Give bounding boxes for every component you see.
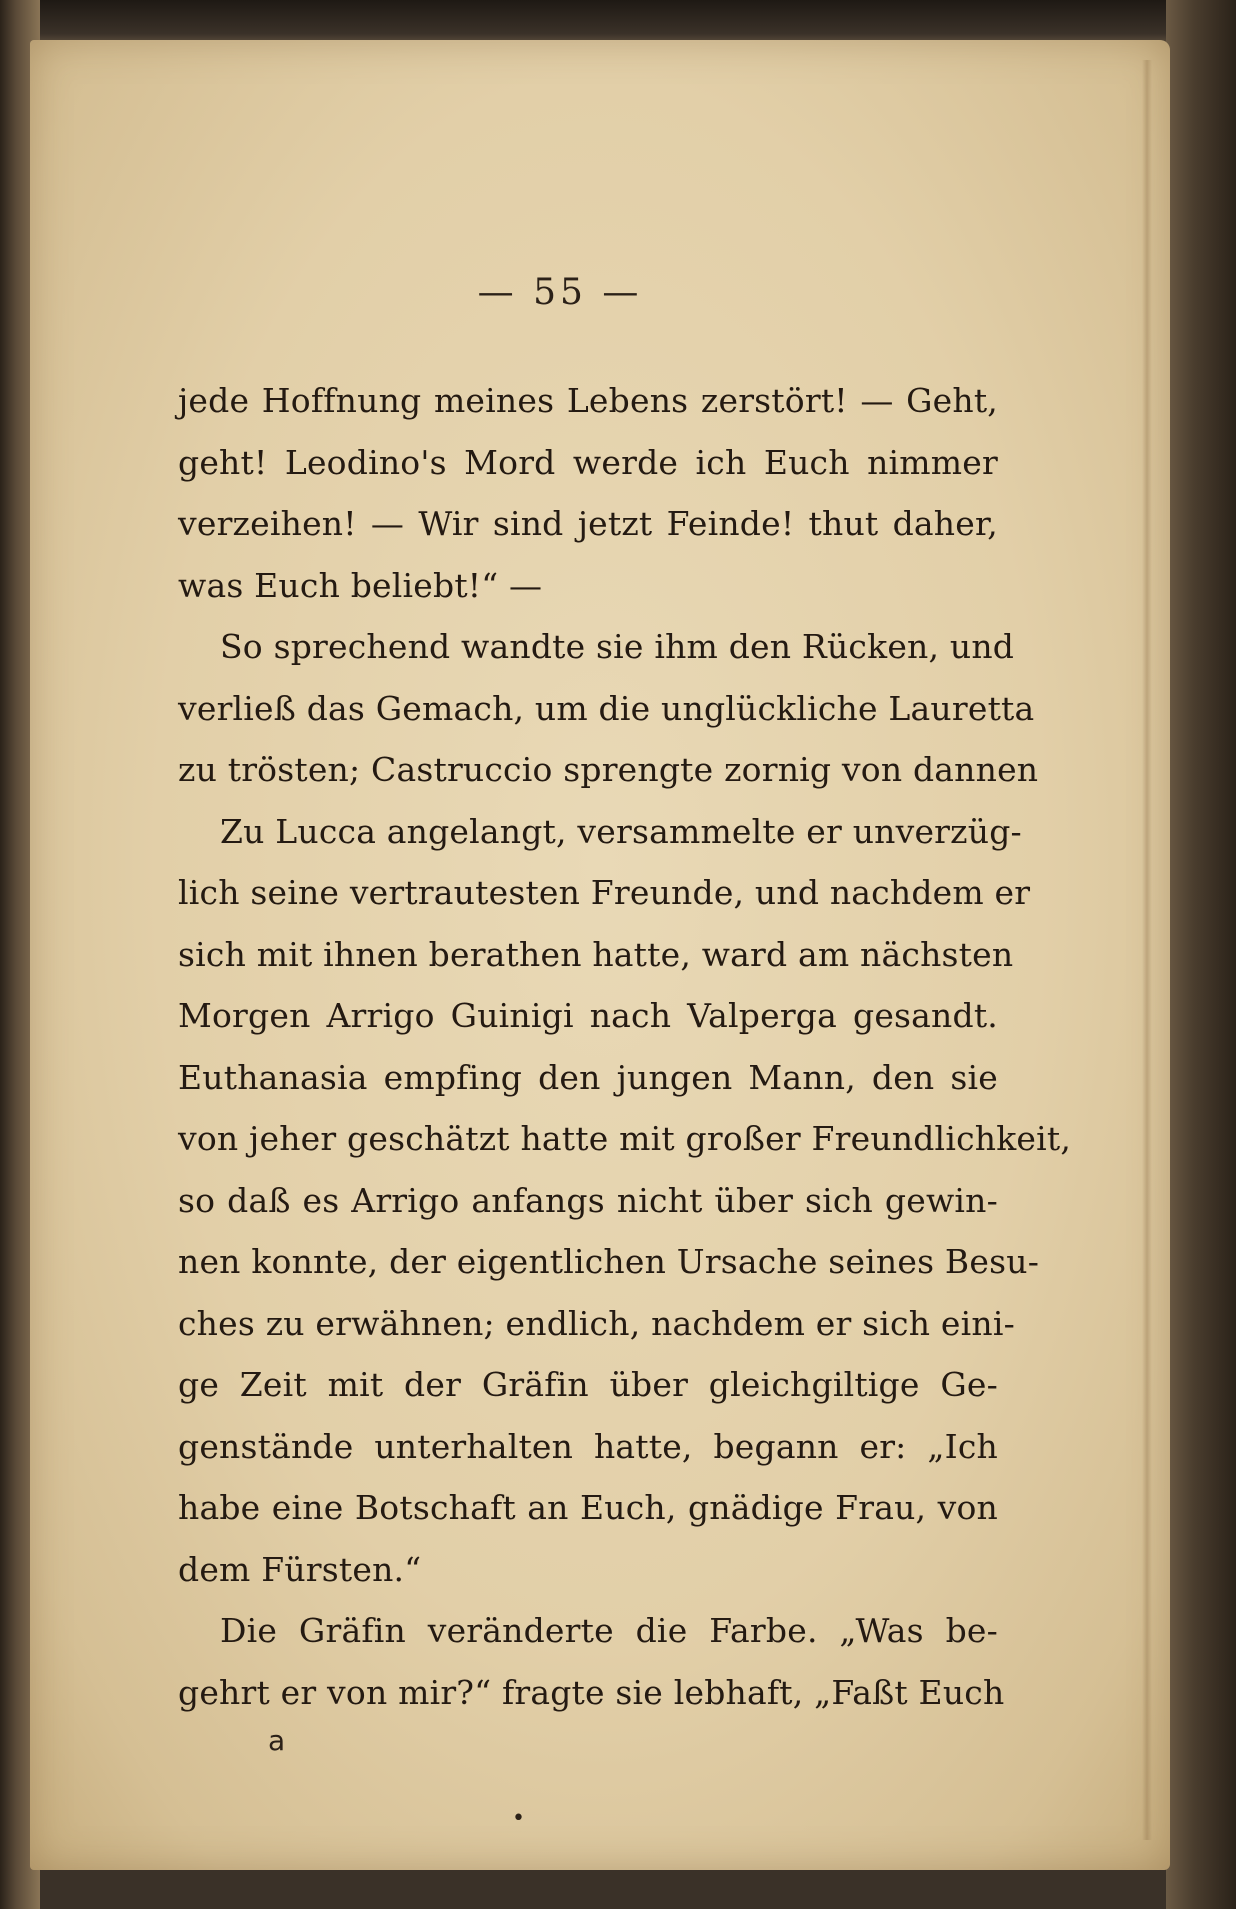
- text-line: sich mit ihnen berathen hatte, ward am nächsten: [178, 934, 1014, 974]
- text-line: dem Fürsten.“: [178, 1549, 422, 1589]
- text-line: Morgen Arrigo Guinigi nach Valperga gesandt.: [178, 996, 998, 1035]
- text-line: lich seine vertrautesten Freunde, und nachdem er: [178, 873, 1031, 912]
- text-line: so daß es Arrigo anfangs nicht über sich gewin-: [178, 1180, 998, 1220]
- text-line: verzeihen! — Wir sind jetzt Feinde! thut daher,: [178, 504, 998, 543]
- signature-mark: a: [268, 1724, 286, 1757]
- text-line: geht! Leodino's Mord werde ich Euch nimmer: [178, 442, 998, 482]
- body-text: [178, 370, 1072, 1723]
- text-line: von jeher geschätzt hatte mit großer Freundlichkeit,: [178, 1119, 1072, 1158]
- text-line: zu trösten; Castruccio sprengte zornig von dannen: [178, 750, 1039, 789]
- text-line: nen konnte, der eigentlichen Ursache seines Besu-: [178, 1242, 1040, 1281]
- text-line: was Euch beliebt!“ —: [178, 565, 543, 605]
- paragraph-start-line: So sprechend wandte sie ihm den Rücken, und: [220, 627, 1015, 666]
- page-number: — 55 —: [477, 272, 643, 313]
- paragraph-start-line: Zu Lucca angelangt, versammelte er unverzüg-: [220, 811, 1022, 851]
- paragraph-start-line: Die Gräfin veränderte die Farbe. „Was be-: [220, 1611, 998, 1650]
- book-page: [30, 40, 1170, 1870]
- text-line: gehrt er von mir?“ fragte sie lebhaft, „Faßt Euch: [178, 1672, 1005, 1712]
- book-cover-edge: [1166, 0, 1236, 1909]
- text-line: Euthanasia empfing den jungen Mann, den sie: [178, 1057, 998, 1097]
- text-line: jede Hoffnung meines Lebens zerstört! — Geht,: [178, 381, 998, 420]
- text-line: habe eine Botschaft an Euch, gnädige Frau, von: [178, 1488, 998, 1527]
- bottom-dot-mark: •: [512, 1806, 525, 1831]
- text-line: ge Zeit mit der Gräfin über gleichgiltige Ge-: [178, 1365, 998, 1404]
- text-line: genstände unterhalten hatte, begann er: „Ich: [178, 1426, 998, 1466]
- page-fold-shadow: [1142, 60, 1152, 1840]
- text-line: verließ das Gemach, um die unglückliche Lauretta: [178, 688, 1035, 728]
- text-line: ches zu erwähnen; endlich, nachdem er sich eini-: [178, 1303, 1015, 1343]
